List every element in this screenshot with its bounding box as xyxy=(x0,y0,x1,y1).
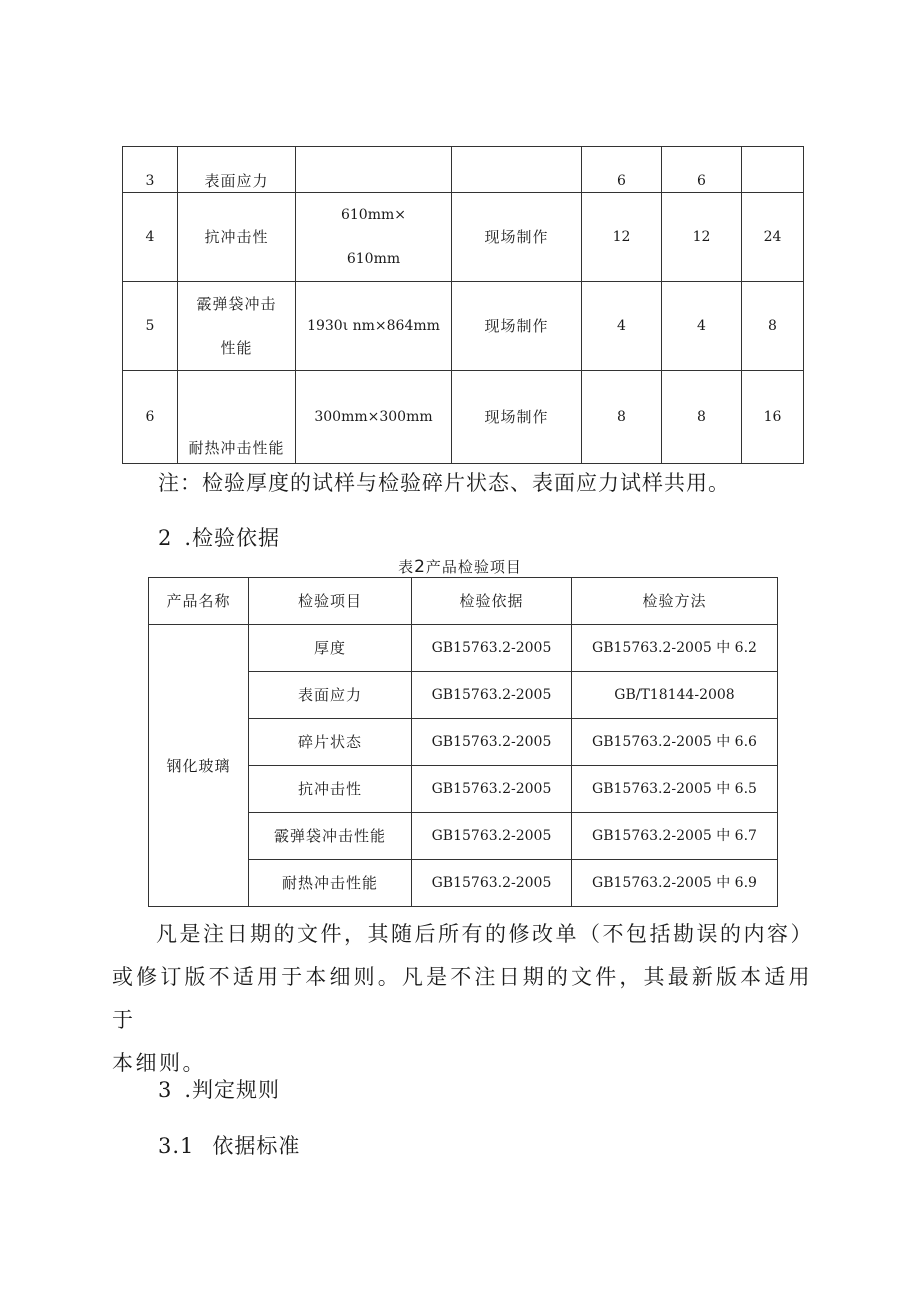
section-number: 3.1 xyxy=(158,1134,195,1158)
inspection-method: GB15763.2-2005 中 6.7 xyxy=(572,813,778,860)
test-item-line2: 性能 xyxy=(220,339,253,357)
inspection-basis: GB15763.2-2005 xyxy=(412,766,572,813)
quantity-b: 4 xyxy=(662,282,742,371)
inspection-basis: GB15763.2-2005 xyxy=(412,813,572,860)
sample-size xyxy=(296,147,452,193)
product-name: 钢化玻璃 xyxy=(149,625,249,907)
quantity-total: 16 xyxy=(742,371,804,464)
test-item: 表面应力 xyxy=(178,147,296,193)
quantity-total xyxy=(742,147,804,193)
row-number: 6 xyxy=(123,371,178,464)
table-row xyxy=(149,625,778,672)
inspection-method: GB15763.2-2005 中 6.5 xyxy=(572,766,778,813)
sample-method: 现场制作 xyxy=(452,371,582,464)
table-row xyxy=(123,282,804,371)
caption-prefix: 表 xyxy=(398,558,415,576)
table-row xyxy=(123,371,804,464)
row-number: 3 xyxy=(123,147,178,193)
header-inspection-basis: 检验依据 xyxy=(412,578,572,625)
section-title: .检验依据 xyxy=(184,526,281,550)
section-title: .判定规则 xyxy=(184,1078,281,1102)
inspection-method: GB15763.2-2005 中 6.9 xyxy=(572,860,778,907)
row-number: 5 xyxy=(123,282,178,371)
table-row xyxy=(123,193,804,282)
inspection-item: 厚度 xyxy=(249,625,412,672)
table-note: 注：检验厚度的试样与检验碎片状态、表面应力试样共用。 xyxy=(158,471,730,495)
section-number: 2 xyxy=(158,526,173,550)
quantity-b: 12 xyxy=(662,193,742,282)
inspection-item: 表面应力 xyxy=(249,672,412,719)
section-title: 依据标准 xyxy=(212,1134,301,1158)
table-row xyxy=(123,147,804,193)
sample-size xyxy=(296,193,452,282)
test-item: 抗冲击性 xyxy=(178,193,296,282)
quantity-b: 8 xyxy=(662,371,742,464)
table-caption xyxy=(0,556,920,577)
section-3-1-heading xyxy=(158,1130,300,1160)
sample-method: 现场制作 xyxy=(452,193,582,282)
quantity-a: 12 xyxy=(582,193,662,282)
sample-size-line1: 610mm× xyxy=(340,207,406,223)
header-inspection-method: 检验方法 xyxy=(572,578,778,625)
section-2-heading xyxy=(158,522,280,552)
row-number: 4 xyxy=(123,193,178,282)
inspection-basis: GB15763.2-2005 xyxy=(412,625,572,672)
section-3-heading xyxy=(158,1074,280,1104)
quantity-a: 4 xyxy=(582,282,662,371)
section-number: 3 xyxy=(158,1078,173,1102)
inspection-item: 碎片状态 xyxy=(249,719,412,766)
inspection-basis: GB15763.2-2005 xyxy=(412,672,572,719)
inspection-basis: GB15763.2-2005 xyxy=(412,719,572,766)
table-header-row xyxy=(149,578,778,625)
applicability-paragraph xyxy=(112,913,812,1085)
inspection-item: 霰弹袋冲击性能 xyxy=(249,813,412,860)
header-product-name: 产品名称 xyxy=(149,578,249,625)
paragraph-line: 本细则。 xyxy=(112,1051,206,1075)
inspection-item: 抗冲击性 xyxy=(249,766,412,813)
sample-size: 1930ι nm×864mm xyxy=(296,282,452,371)
paragraph-line: 或修订版不适用于本细则。凡是不注日期的文件，其最新版本适用于 xyxy=(112,965,812,1032)
quantity-total: 24 xyxy=(742,193,804,282)
paragraph-line: 凡是注日期的文件，其随后所有的修改单（不包括勘误的内容） xyxy=(156,922,814,946)
caption-text: 产品检验项目 xyxy=(425,558,522,576)
inspection-method: GB/T18144-2008 xyxy=(572,672,778,719)
header-inspection-item: 检验项目 xyxy=(249,578,412,625)
sample-size-line2: 610mm xyxy=(346,251,401,267)
test-item-line1: 霰弹袋冲击 xyxy=(196,295,277,313)
inspection-items-table xyxy=(148,577,778,907)
sample-size: 300mm×300mm xyxy=(296,371,452,464)
inspection-item: 耐热冲击性能 xyxy=(249,860,412,907)
quantity-a: 6 xyxy=(582,147,662,193)
sample-method: 现场制作 xyxy=(452,282,582,371)
inspection-method: GB15763.2-2005 中 6.2 xyxy=(572,625,778,672)
inspection-basis: GB15763.2-2005 xyxy=(412,860,572,907)
quantity-a: 8 xyxy=(582,371,662,464)
test-item: 耐热冲击性能 xyxy=(178,371,296,464)
quantity-total: 8 xyxy=(742,282,804,371)
caption-number: 2 xyxy=(414,557,426,577)
sample-method xyxy=(452,147,582,193)
quantity-b: 6 xyxy=(662,147,742,193)
sample-quantity-table xyxy=(122,146,804,464)
inspection-method: GB15763.2-2005 中 6.6 xyxy=(572,719,778,766)
test-item xyxy=(178,282,296,371)
